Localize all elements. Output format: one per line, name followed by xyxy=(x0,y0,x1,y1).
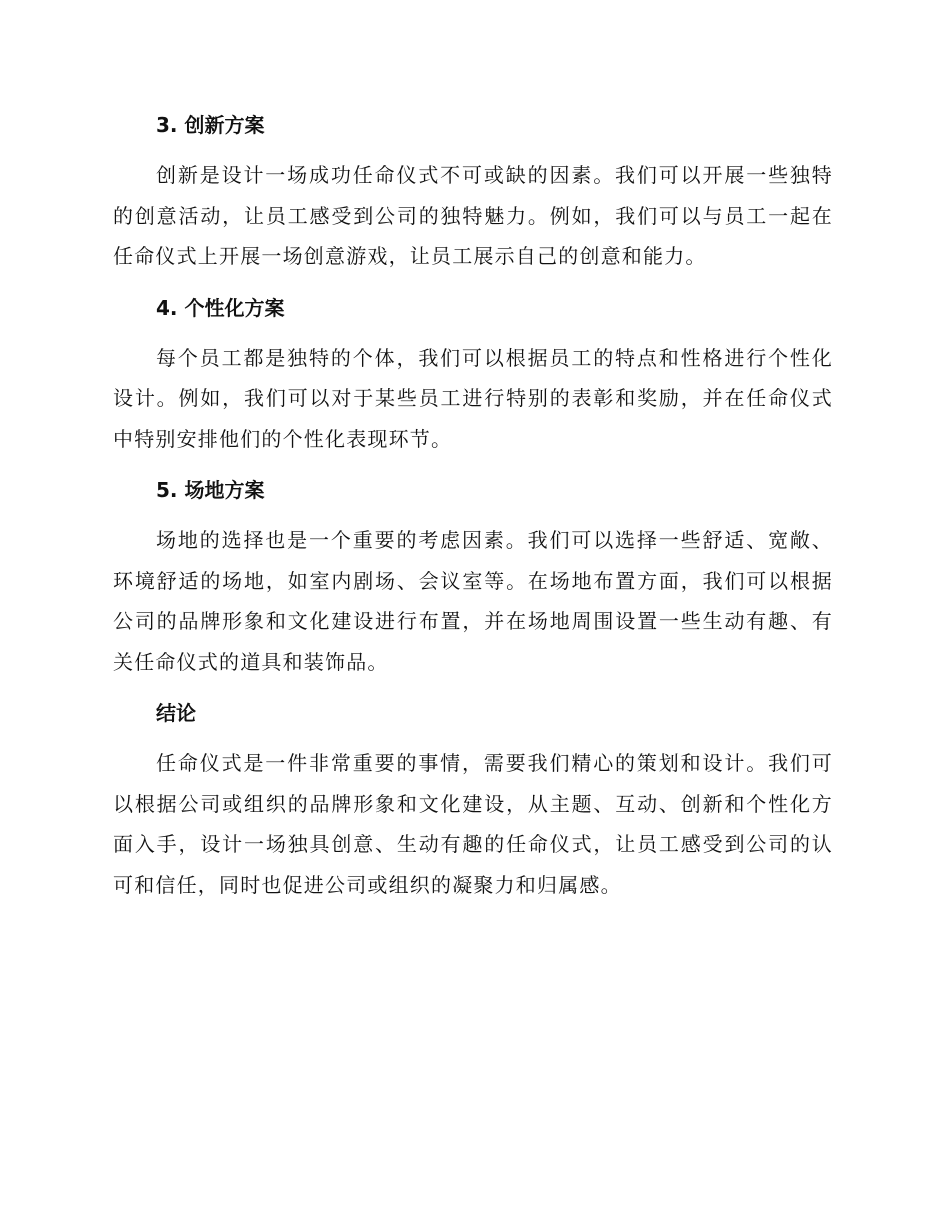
section-heading-conclusion: 结论 xyxy=(156,701,196,725)
section-body-venue: 场地的选择也是一个重要的考虑因素。我们可以选择一些舒适、宽敞、环境舒适的场地，如室内剧场、会议室等。在场地布置方面，我们可以根据公司的品牌形象和文化建设进行布置，并在场地周围设置一些生动有趣、有关任命仪式的道具和装饰品。 xyxy=(113,528,833,674)
section-heading-venue: 5. 场地方案 xyxy=(156,478,265,502)
section-body-personalization: 每个员工都是独特的个体，我们可以根据员工的特点和性格进行个性化设计。例如，我们可以对于某些员工进行特别的表彰和奖励，并在任命仪式中特别安排他们的个性化表现环节。 xyxy=(113,345,833,451)
section-heading-personalization: 4. 个性化方案 xyxy=(156,295,285,320)
section-body-innovation: 创新是设计一场成功任命仪式不可或缺的因素。我们可以开展一些独特的创意活动，让员工感受到公司的独特魅力。例如，我们可以与员工一起在任命仪式上开展一场创意游戏，让员工展示自己的创意和能力。 xyxy=(113,163,833,268)
section-body-conclusion: 任命仪式是一件非常重要的事情，需要我们精心的策划和设计。我们可以根据公司或组织的品牌形象和文化建设，从主题、互动、创新和个性化方面入手，设计一场独具创意、生动有趣的任命仪式，让员工感受到公司的认可和信任，同时也促进公司或组织的凝聚力和归属感。 xyxy=(113,751,833,897)
document-content xyxy=(113,110,833,921)
section-heading-innovation: 3. 创新方案 xyxy=(156,113,265,137)
